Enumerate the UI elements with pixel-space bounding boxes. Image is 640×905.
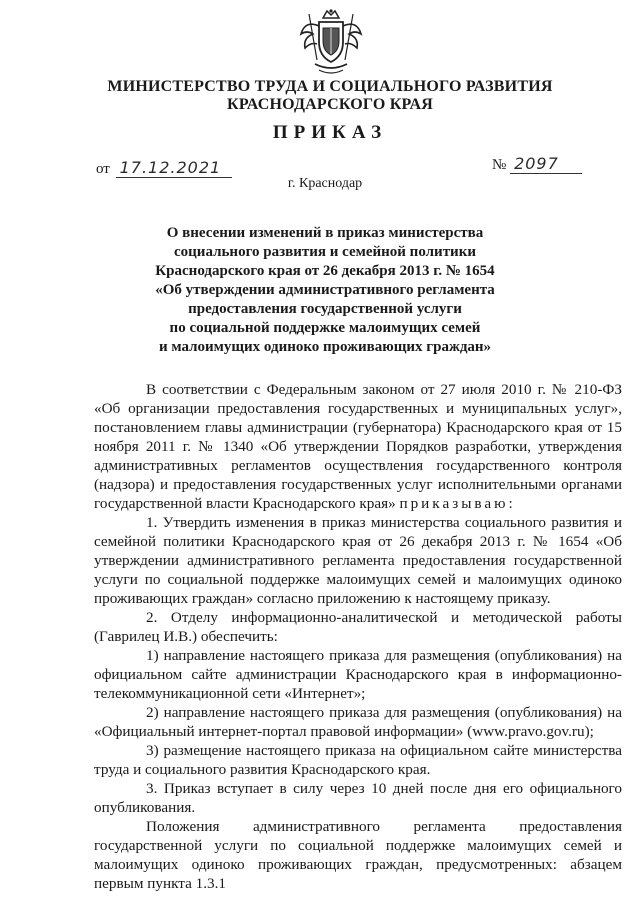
paragraph-1: 1. Утвердить изменения в приказ министерства социального развития и семейной политики Краснодарского края от 26 декабря 2013 г. № 1654 «Об утверждении административного регламента предоставления государственной услуги по социальной поддержке малоимущих семей и малоимущих одиноко проживающих граждан» согласно приложению к настоящему приказу. — [94, 514, 622, 607]
document-title — [90, 224, 560, 357]
ministry-name — [100, 78, 560, 114]
title-line: Краснодарского края от 26 декабря 2013 г. № 1654 — [155, 263, 495, 279]
order-number — [492, 154, 582, 174]
paragraph-2-1: 1) направление настоящего приказа для размещения (опубликования) на официальном сайте администрации Краснодарского края в информационно-телекоммуникационной сети «Интернет»; — [94, 647, 622, 702]
order-word: приказываю: — [399, 495, 516, 512]
ministry-line-2: КРАСНОДАРСКОГО КРАЯ — [227, 96, 433, 113]
title-line: по социальной поддержке малоимущих семей — [169, 320, 481, 336]
title-line: предоставления государственной услуги — [188, 301, 462, 317]
paragraph-4: Положения административного регламента предоставления государственной услуги по социальной поддержке малоимущих семей и малоимущих одиноко проживающих граждан, предусмотренных: абзацем первым пункта 1.3.1 — [94, 818, 622, 892]
order-date — [96, 158, 232, 178]
date-value: 17.12.2021 — [116, 158, 232, 178]
title-line: социального развития и семейной политики — [174, 244, 476, 260]
paragraph-2: 2. Отделу информационно-аналитической и методической работы (Гаврилец И.В.) обеспечить: — [94, 609, 622, 645]
ministry-line-1: МИНИСТЕРСТВО ТРУДА И СОЦИАЛЬНОГО РАЗВИТИЯ — [107, 78, 553, 95]
intro-paragraph — [94, 380, 622, 513]
paragraph-3: 3. Приказ вступает в силу через 10 дней после дня его официального опубликования. — [94, 780, 622, 816]
title-line: «Об утверждении административного регламента — [155, 282, 495, 298]
number-value: 2097 — [510, 154, 582, 174]
number-prefix: № — [492, 157, 507, 173]
paragraph-2-3: 3) размещение настоящего приказа на официальном сайте министерства труда и социального развития Краснодарского края. — [94, 742, 622, 778]
document-type: ПРИКАЗ — [272, 122, 388, 143]
intro-text: В соответствии с Федеральным законом от 27 июля 2010 г. № 210-ФЗ «Об организации предоставления государственных и муниципальных услуг», постановлением главы администрации (губернатора) Краснодарского края от 15 ноября 2011 г. № 1340 «Об утверждении Порядков разработки, утверждения административных регламентов осуществления государственного контроля (надзора) и предоставления государственных услуг исполнительными органами государственной власти Краснодарского края» — [94, 381, 622, 512]
coat-of-arms-icon — [297, 8, 365, 78]
title-line: и малоимущих одиноко проживающих граждан» — [158, 339, 492, 355]
city-label: г. Краснодар — [287, 176, 363, 191]
title-line: О внесении изменений в приказ министерства — [166, 225, 484, 241]
document-body — [94, 380, 622, 893]
paragraph-2-2: 2) направление настоящего приказа для размещения (опубликования) на «Официальный интернет-портал правовой информации» (www.pravo.gov.ru); — [94, 704, 622, 740]
date-prefix: от — [96, 161, 110, 177]
